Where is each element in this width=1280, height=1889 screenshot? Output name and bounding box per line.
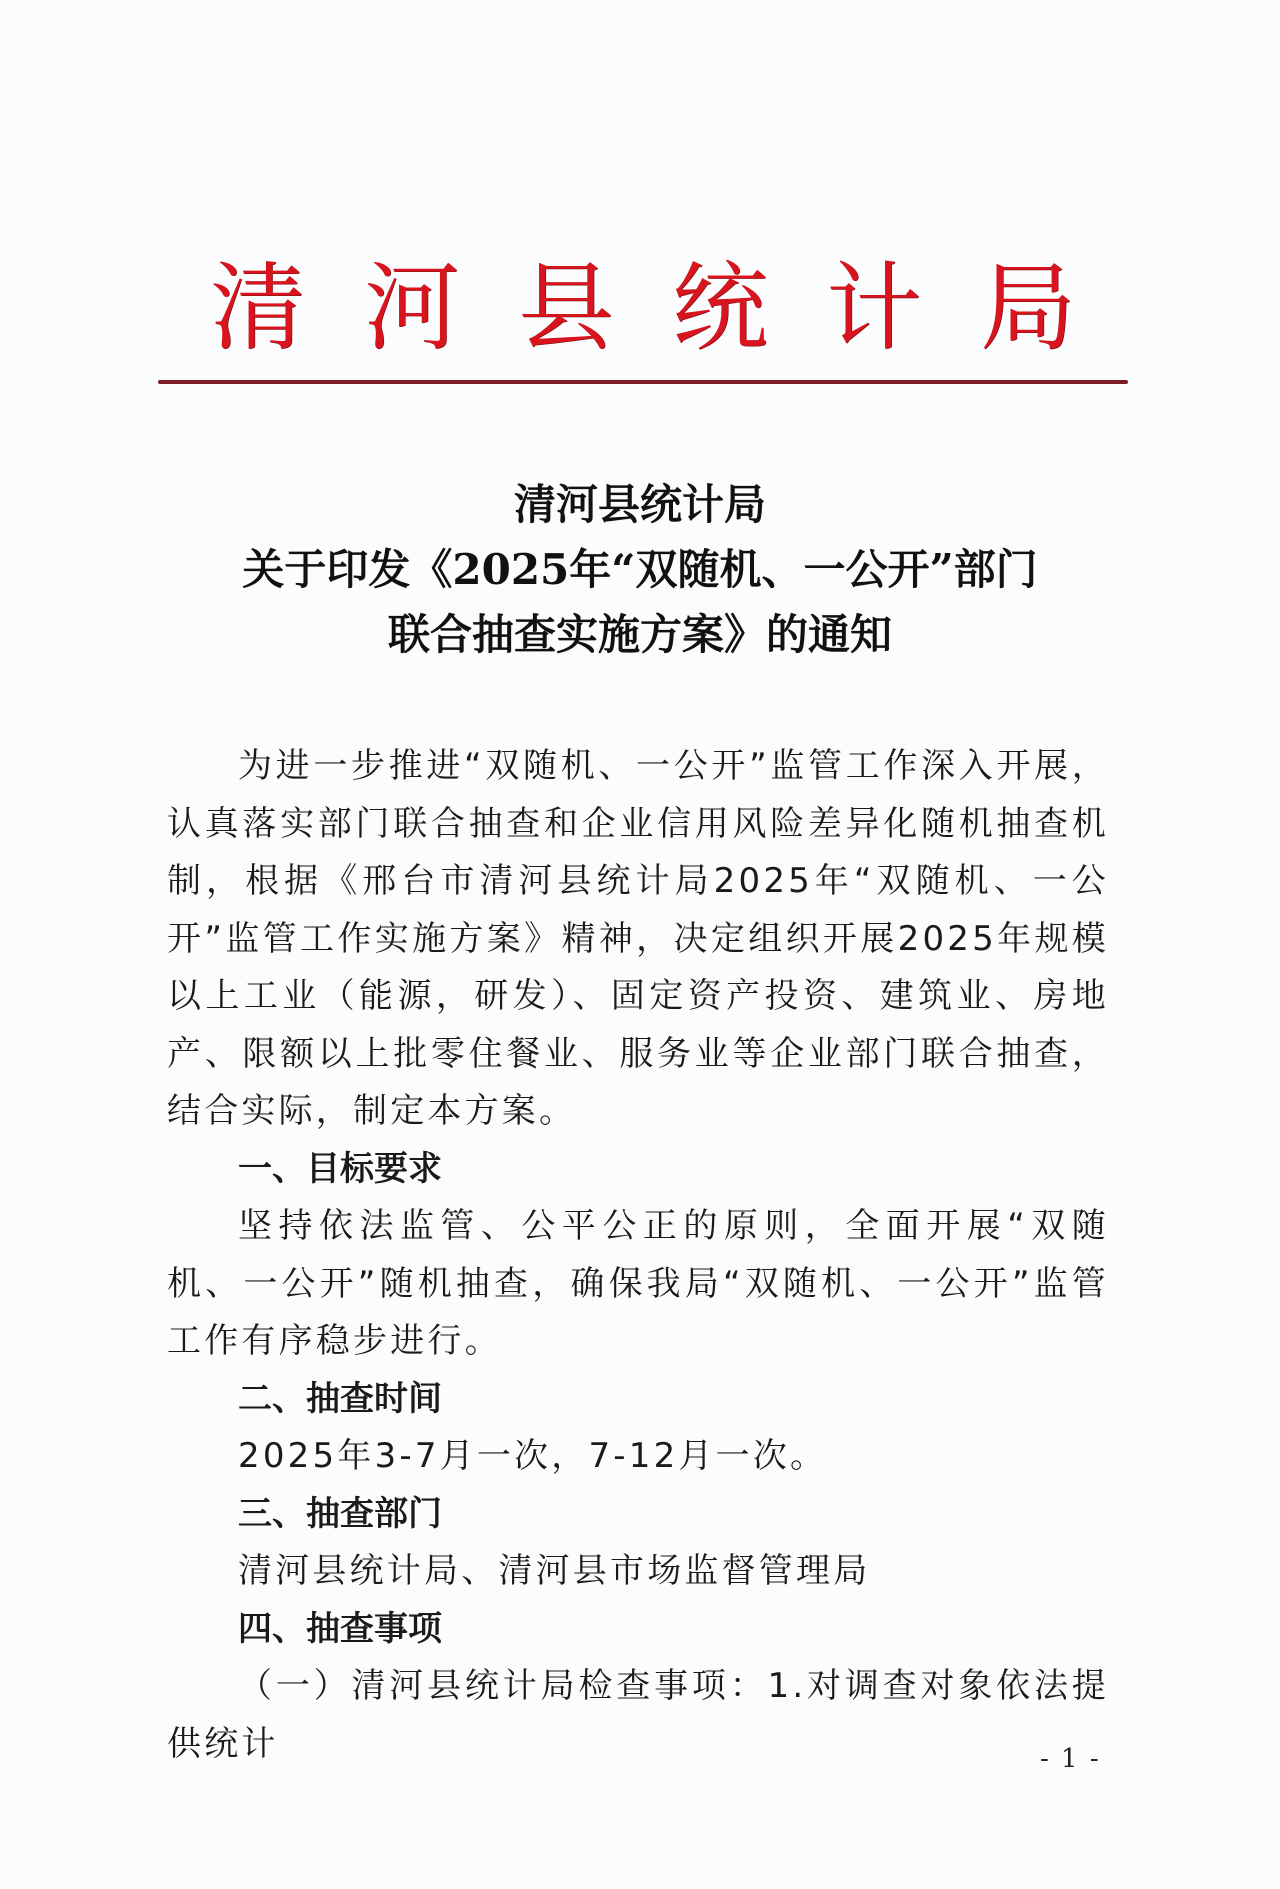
document-title [130,472,1150,667]
section-heading-departments: 三、抽查部门 [238,1493,442,1534]
section-text-departments: 清河县统计局、清河县市场监督管理局 [238,1551,871,1591]
title-line-issuer: 清河县统计局 [513,480,766,529]
masthead-red-rule [158,380,1128,384]
document-body [167,738,1109,1773]
page-number: - 1 - [1040,1744,1101,1774]
section-text-items: （一）清河县统计局检查事项：1.对调查对象依法提供统计 [167,1666,1109,1764]
title-line-subject-cont: 联合抽查实施方案》的通知 [387,610,892,659]
masthead-title: 清河县统计局 [210,252,1134,364]
section-heading-items: 四、抽查事项 [238,1608,442,1649]
masthead [158,248,1134,368]
section-heading-time: 二、抽查时间 [238,1378,442,1419]
section-heading-goals: 一、目标要求 [238,1148,442,1189]
intro-paragraph: 为进一步推进“双随机、一公开”监管工作深入开展，认真落实部门联合抽查和企业信用风险差异化随机抽查机制，根据《邢台市清河县统计局2025年“双随机、一公开”监管工作实施方案》精神，决定组织开展2025年规模以上工业（能源，研发）、固定资产投资、建筑业、房地产、限额以上批零住餐业、服务业等企业部门联合抽查，结合实际，制定本方案。 [167,746,1109,1131]
section-text-time: 2025年3-7月一次，7-12月一次。 [238,1436,828,1476]
title-line-subject: 关于印发《2025年“双随机、一公开”部门 [242,545,1038,594]
section-text-goals: 坚持依法监管、公平公正的原则，全面开展“双随机、一公开”随机抽查，确保我局“双随机、一公开”监管工作有序稳步进行。 [167,1206,1109,1361]
